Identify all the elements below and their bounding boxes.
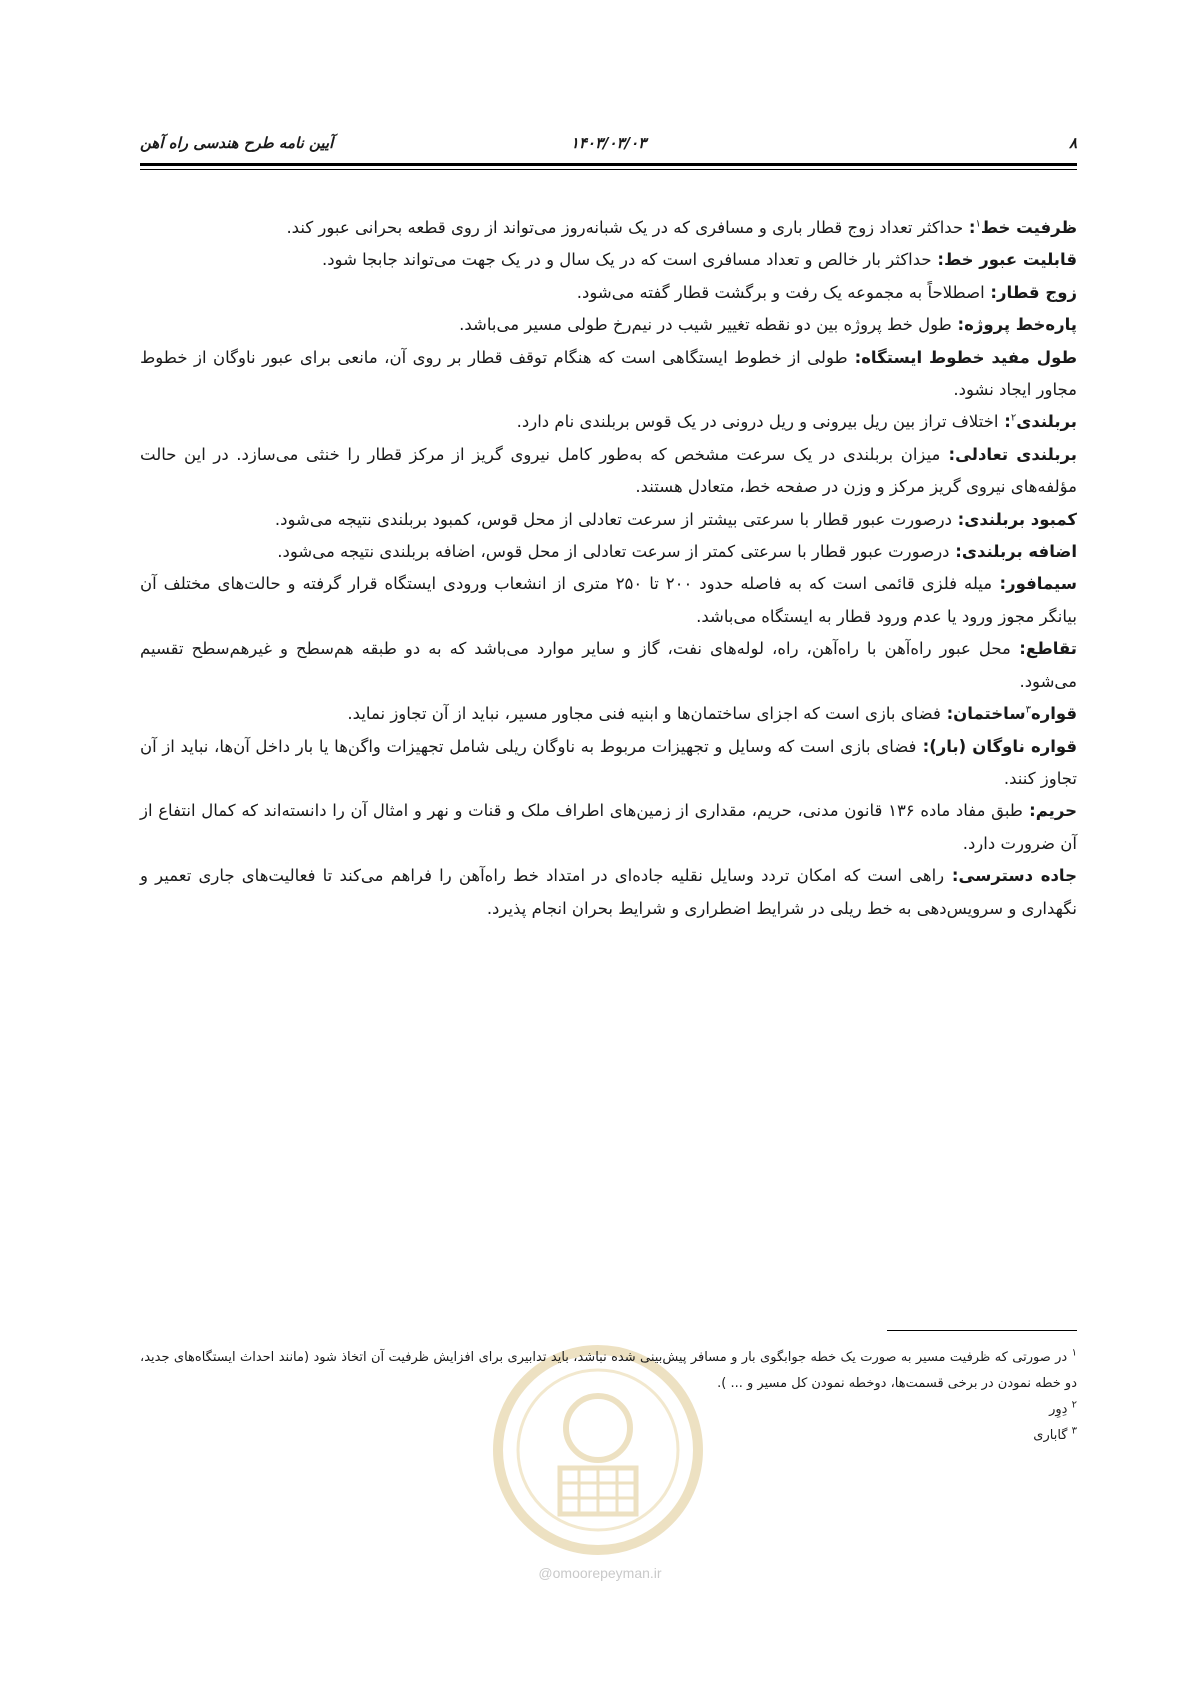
definition-text: حداکثر بار خالص و تعداد مسافری است که در یک سال و در یک جهت می‌تواند جابجا شود. bbox=[321, 250, 932, 270]
document-date: ۱۴۰۳/۰۳/۰۳ bbox=[570, 134, 647, 152]
definition-term: ساختمان: bbox=[940, 704, 1026, 724]
footnotes bbox=[140, 1345, 1077, 1449]
footnote-number: ۳ bbox=[1071, 1425, 1077, 1437]
definition-text: درصورت عبور قطار با سرعتی کمتر از سرعت تعادلی از محل قوس، اضافه بربلندی نتیجه می‌شود. bbox=[277, 542, 950, 562]
definition-term: حریم bbox=[1035, 801, 1078, 821]
definition-text: اختلاف تراز بین ریل بیرونی و ریل درونی در یک قوس بربلندی نام دارد. bbox=[516, 412, 999, 432]
definition-separator: : bbox=[949, 542, 962, 562]
definition-paragraph bbox=[140, 212, 1077, 244]
footnote-text: گاباری bbox=[1033, 1428, 1068, 1443]
definition-separator: : bbox=[847, 347, 862, 367]
definition-term: سیمافور bbox=[1006, 574, 1077, 594]
definition-paragraph bbox=[140, 698, 1077, 730]
definition-separator: : bbox=[940, 444, 956, 464]
definition-separator: : bbox=[1010, 639, 1026, 659]
definition-text: فضای بازی است که وسایل و تجهیزات مربوط به ناوگان ریلی شامل تجهیزات واگن‌ها یا بار داخل آن‌ها، نباید از آن تجاوز کنند. bbox=[140, 736, 1077, 788]
footnote bbox=[140, 1397, 1077, 1423]
definition-term: بربلندی bbox=[1016, 412, 1077, 432]
definition-paragraph bbox=[140, 633, 1077, 698]
definition-separator: : bbox=[944, 866, 959, 886]
definition-separator: : bbox=[1022, 801, 1036, 821]
definition-separator: : bbox=[963, 218, 976, 237]
definition-separator: : bbox=[951, 315, 965, 335]
definition-term: قابلیت عبور خط bbox=[943, 250, 1077, 270]
footnote bbox=[140, 1423, 1077, 1449]
definition-paragraph bbox=[140, 244, 1077, 276]
watermark-site: @omoorepeyman.ir bbox=[538, 1565, 662, 1581]
footnote-marker: ۲ bbox=[1010, 412, 1017, 424]
footnote-text: دِوِر bbox=[1049, 1402, 1068, 1417]
definition-paragraph bbox=[140, 277, 1077, 309]
definition-separator: : bbox=[916, 736, 930, 756]
definition-term: طول مفید خطوط ایستگاه bbox=[861, 347, 1077, 367]
definition-separator: : bbox=[984, 282, 998, 302]
footnote bbox=[140, 1345, 1077, 1397]
definition-text: محل عبور راه‌آهن با راه‌آهن، راه، لوله‌های نفت، گاز و سایر موارد می‌باشد که به دو طبقه هم‌سطح و غیرهم‌سطح تقسیم می‌شود. bbox=[140, 639, 1077, 691]
definition-paragraph bbox=[140, 342, 1077, 407]
definition-paragraph bbox=[140, 568, 1077, 633]
definition-term: ظرفیت خط bbox=[980, 218, 1077, 237]
definition-text: میله فلزی قائمی است که به فاصله حدود ۲۰۰ تا ۲۵۰ متری از انشعاب ورودی ایستگاه قرار گرفته و حالت‌های مختلف آن بیانگر مجوز ورود یا عدم ورود قطار به ایستگاه می‌باشد. bbox=[140, 574, 1077, 626]
footnote-rule bbox=[887, 1330, 1077, 1331]
definition-term: زوج قطار bbox=[997, 282, 1077, 302]
definition-text: طولی از خطوط ایستگاهی است که هنگام توقف قطار بر روی آن، مانعی برای عبور ناوگان از خطوط مجاور ایجاد نشود. bbox=[140, 347, 1077, 400]
definition-term: بربلندی تعادلی bbox=[955, 444, 1077, 464]
header-rule-thin bbox=[140, 169, 1077, 170]
footnote-text: در صورتی که ظرفیت مسیر به صورت یک خطه جوابگوی بار و مسافر پیش‌بینی شده نباشد، باید تدابیری برای افزایش ظرفیت آن اتخاذ شود (مانند احداث ایستگاه‌های جدید، دو خطه نمودن در برخی قسمت‌ها، دوخطه نمودن کل مسیر و ... ). bbox=[140, 1350, 1077, 1391]
definition-term: قواره bbox=[1030, 704, 1077, 724]
definition-separator: : bbox=[951, 509, 965, 529]
definition-paragraph bbox=[140, 731, 1077, 796]
definition-text: طبق مفاد ماده ۱۳۶ قانون مدنی، حریم، مقداری از زمین‌های اطراف ملک و قنات و نهر و امثال آن را دانسته‌اند که کمال انتفاع از آن ضرورت دارد. bbox=[140, 801, 1077, 853]
definition-paragraph bbox=[140, 309, 1077, 341]
body-text bbox=[140, 212, 1077, 925]
footnote-marker: ۱ bbox=[975, 218, 981, 230]
definition-term: کمبود بربلندی bbox=[964, 509, 1077, 529]
footnote-number: ۲ bbox=[1071, 1399, 1077, 1411]
definition-term: قواره ناوگان (بار) bbox=[929, 736, 1078, 756]
definition-text: فضای بازی است که اجزای ساختمان‌ها و ابنیه فنی مجاور مسیر، نباید از آن تجاوز نماید. bbox=[347, 704, 941, 724]
definition-paragraph bbox=[140, 795, 1077, 860]
definition-text: درصورت عبور قطار با سرعتی بیشتر از سرعت تعادلی از محل قوس، کمبود بربلندی نتیجه می‌شود. bbox=[274, 509, 952, 529]
definition-separator: : bbox=[931, 250, 944, 270]
header-rule-thick bbox=[140, 163, 1077, 166]
definition-paragraph bbox=[140, 406, 1077, 438]
definition-text: طول خط پروژه بین دو نقطه تغییر شیب در نیم‌رخ طولی مسیر می‌باشد. bbox=[459, 315, 952, 335]
definition-paragraph bbox=[140, 860, 1077, 925]
page-header bbox=[140, 124, 1077, 164]
definition-paragraph bbox=[140, 504, 1077, 536]
definition-separator: : bbox=[998, 412, 1011, 432]
definition-text: راهی است که امکان تردد وسایل نقلیه جاده‌ای در امتداد خط راه‌آهن را فراهم می‌کند تا فعالیت‌های جاری تعمیر و نگهداری و سرویس‌دهی به خط ریلی در شرایط اضطراری و شرایط بحران انجام پذیرد. bbox=[140, 866, 1077, 918]
definition-paragraph bbox=[140, 536, 1077, 568]
definition-term: جاده دسترسی bbox=[958, 866, 1078, 886]
definition-text: اصطلاحاً به مجموعه یک رفت و برگشت قطار گفته می‌شود. bbox=[576, 282, 985, 302]
definition-paragraph bbox=[140, 439, 1077, 504]
footnote-number: ۱ bbox=[1071, 1347, 1077, 1359]
page-number: ۸ bbox=[1068, 134, 1077, 152]
definition-term: تقاطع bbox=[1025, 639, 1078, 659]
definition-text: میزان بربلندی در یک سرعت مشخص که به‌طور کامل نیروی گریز از مرکز قطار را خنثی می‌سازد. در این حالت مؤلفه‌های نیروی گریز مرکز و وزن در صفحه خط، متعادل هستند. bbox=[140, 444, 1077, 497]
definition-term: اضافه بربلندی bbox=[961, 542, 1077, 562]
definition-text: حداکثر تعداد زوج قطار باری و مسافری که در یک شبانه‌روز می‌تواند از روی قطعه بحرانی عبور کند. bbox=[286, 218, 964, 237]
document-title: آیین نامه طرح هندسی راه آهن bbox=[140, 134, 334, 152]
definition-separator: : bbox=[992, 574, 1007, 594]
definition-term: پاره‌خط پروژه bbox=[964, 315, 1077, 335]
footnote-marker: ۳ bbox=[1025, 704, 1031, 716]
